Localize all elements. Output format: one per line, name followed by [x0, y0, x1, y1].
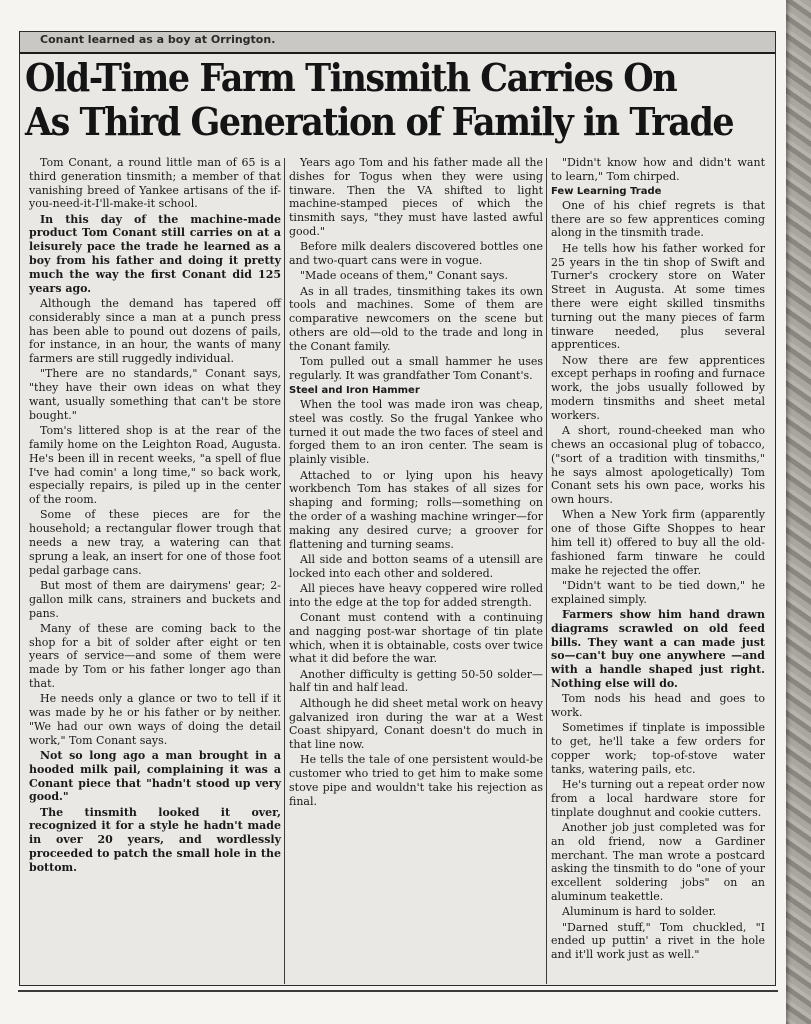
paragraph: "Didn't want to be tied down," he explained simply. [551, 578, 765, 606]
paragraph: As in all trades, tinsmithing takes its own tools and machines. Some of them are comparative newcomers on the scene but others are old—old to the trade and long in the Conant family. [289, 284, 543, 353]
column-2 [289, 156, 543, 986]
paragraph: Another job just completed was for an old friend, now a Gardiner merchant. The man wrote a postcard asking the tinsmith to do "one of your excellent soldering jobs" on an aluminum teakettle. [551, 820, 765, 903]
paragraph: When the tool was made iron was cheap, steel was costly. So the frugal Yankee who turned it out made the two faces of steel and forged them to an iron center. The seam is plainly visible. [289, 398, 543, 467]
paragraph: Although he did sheet metal work on heavy galvanized iron during the war at a West Coast shipyard, Conant doesn't do much in that line now. [289, 696, 543, 752]
paragraph: He needs only a glance or two to tell if it was made by he or his father or by neither. "We had our own ways of doing the detail work," Tom Conant says. [29, 692, 281, 747]
paragraph: Not so long ago a man brought in a hooded milk pail, complaining it was a Conant piece that "hadn't stood up very good." [29, 748, 281, 804]
paragraph: "Made oceans of them," Conant says. [300, 269, 508, 283]
subheading: Few Learning Trade [551, 186, 662, 198]
headline-line-2: As Third Generation of Family in Trade [25, 99, 734, 144]
paragraph: "There are no standards," Conant says, "they have their own ideas on what they want, usually something that can't be store bought." [29, 367, 281, 422]
column-3 [551, 156, 765, 986]
paragraph: The tinsmith looked it over, recognized it for a style he hadn't made in over 20 years, and wordlessly proceeded to patch the small hole in the bottom. [29, 805, 281, 874]
paragraph: Many of these are coming back to the shop for a bit of solder after eight or ten years of service—and some of them were made by Tom or his father longer ago than that. [29, 621, 281, 690]
paragraph: Farmers show him hand drawn diagrams scrawled on old feed bills. They want a can made just so—can't buy one anywhere —and with a handle shaped just right. Nothing else will do. [551, 608, 765, 690]
article-body [25, 156, 770, 986]
paragraph: "Darned stuff," Tom chuckled, "I ended up puttin' a rivet in the hole and it'll work just as well." [551, 920, 765, 962]
paragraph: Tom pulled out a small hammer he uses regularly. It was grandfather Tom Conant's. [289, 355, 543, 382]
headline [25, 55, 734, 144]
paragraph: But most of them are dairymens' gear; 2-gallon milk cans, strainers and buckets and pans. [29, 578, 281, 620]
paragraph: Tom nods his head and goes to work. [551, 692, 765, 720]
paragraph: Another difficulty is getting 50-50 solder—half tin and half lead. [289, 667, 543, 695]
paragraph: Before milk dealers discovered bottles one and two-quart cans were in vogue. [289, 240, 543, 268]
paragraph: Sometimes if tinplate is impossible to get, he'll take a few orders for copper work; top-of-stove water tanks, watering pails, etc. [551, 721, 765, 776]
paragraph: All pieces have heavy coppered wire rolled into the edge at the top for added strength. [289, 581, 543, 609]
kicker-bar [20, 32, 775, 54]
paragraph: He tells the tale of one persistent would-be customer who tried to get him to make some stove pipe and wouldn't take his rejection as final. [289, 753, 543, 808]
paragraph: All side and botton seams of a utensill are locked into each other and soldered. [289, 552, 543, 580]
paragraph: Although the demand has tapered off considerably since a man at a punch press has been able to pound out dozens of pails, for instance, in an hour, the wants of many farmers are still ruggedly individual. [29, 296, 281, 366]
column-1 [29, 156, 281, 986]
paragraph: Tom's littered shop is at the rear of the family home on the Leighton Road, Augusta. He's been ill in recent weeks, "a spell of flue I've had comin' a long time," so back work, especially repairs, is piled up in the center of the room. [29, 424, 281, 507]
kicker: Conant learned as a boy at Orrington. [40, 33, 276, 46]
column-rule [284, 158, 285, 984]
paragraph: He tells how his father worked for 25 years in the tin shop of Swift and Turner's crockery store on Water Street in Augusta. At some times there were eight skilled tinsmiths turning out the many pieces of farm tinware needed, plus several apprentices. [551, 241, 765, 352]
paragraph: Aluminum is hard to solder. [562, 905, 717, 919]
column-rule [546, 158, 547, 984]
paragraph: A short, round-cheeked man who chews an occasional plug of tobacco, ("sort of a tradition with tinsmiths," he says almost apologetically) Tom Conant sets his own pace, works his own hours. [551, 424, 765, 507]
paragraph: When a New York firm (apparently one of those Gifte Shoppes to hear him tell it) offered to buy all the old-fashioned farm tinware he could make he rejected the offer. [551, 508, 765, 577]
paragraph: One of his chief regrets is that there are so few apprentices coming along in the tinsmith trade. [551, 198, 765, 240]
paragraph: In this day of the machine-made product Tom Conant still carries on at a leisurely pace the trade he learned as a boy from his father and doing it pretty much the way the first Conant did 125 years ago. [29, 212, 281, 295]
subheading: Steel and Iron Hammer [289, 385, 420, 397]
paragraph: He's turning out a repeat order now from a local hardware store for tinplate doughnut and cookie cutters. [551, 778, 765, 819]
bottom-rule [18, 990, 778, 992]
paragraph: Now there are few apprentices except perhaps in roofing and furnace work, the jobs usually followed by modern tinsmiths and sheet metal workers. [551, 353, 765, 422]
paragraph: Years ago Tom and his father made all the dishes for Togus when they were using tinware. Then the VA shifted to light machine-stamped pieces of which the tinsmith says, "they must have lasted awful good." [289, 156, 543, 238]
paragraph: "Didn't know how and didn't want to learn," Tom chirped. [551, 156, 765, 183]
paragraph: Some of these pieces are for the household; a rectangular flower trough that needs a new tray, a watering can that sprung a leak, an insert for one of those foot pedal garbage cans. [29, 508, 281, 577]
paragraph: Conant must contend with a continuing and nagging post-war shortage of tin plate which, when it is obtainable, costs over twice what it did before the war. [289, 611, 543, 666]
paragraph: Attached to or lying upon his heavy workbench Tom has stakes of all sizes for shaping and forming; rolls—something on the order of a washing machine wringer—for making any desired curve; a groover for flattening and turning seams. [289, 468, 543, 551]
paragraph: Tom Conant, a round little man of 65 is a third generation tinsmith; a member of that vanishing breed of Yankee artisans of the if-you-need-it-I'll-make-it school. [29, 156, 281, 211]
newspaper-clipping [19, 31, 776, 986]
headline-line-1: Old-Time Farm Tinsmith Carries On [25, 55, 677, 100]
